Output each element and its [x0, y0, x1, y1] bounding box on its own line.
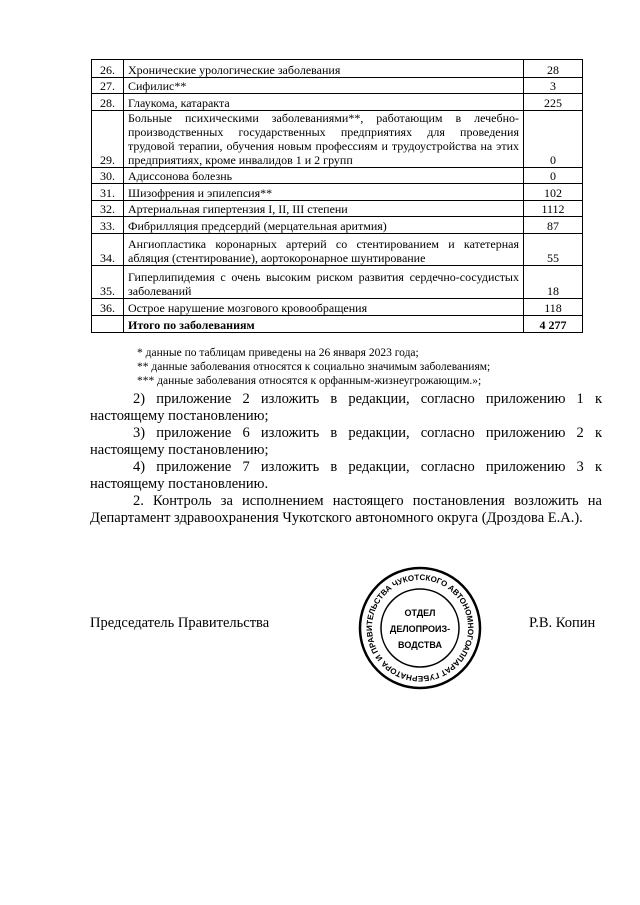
row-number: 34.: [92, 234, 124, 266]
disease-name: Гиперлипидемия с очень высоким риском развития сердечно-сосудистых заболеваний: [124, 266, 524, 299]
footnote-1: * данные по таблицам приведены на 26 января 2023 года;: [137, 347, 419, 359]
footnote-3: *** данные заболевания относятся к орфанным-жизнеугрожающим.»;: [137, 375, 482, 387]
signature-position: Председатель Правительства: [90, 615, 270, 631]
disease-name: Хронические урологические заболевания: [124, 60, 524, 78]
row-number: 29.: [92, 111, 124, 168]
row-number: 31.: [92, 184, 124, 201]
patient-count: 3: [524, 78, 583, 94]
paragraph-amend-3: 3) приложение 6 изложить в редакции, согласно приложению 2 к настоящему постановлению;: [90, 425, 602, 458]
table-row: [92, 94, 583, 111]
paragraph-amend-2: 2) приложение 2 изложить в редакции, согласно приложению 1 к настоящему постановлению;: [90, 391, 602, 424]
table-row: [92, 217, 583, 234]
patient-count: 225: [524, 94, 583, 111]
total-empty-cell: [92, 316, 124, 333]
patient-count: 102: [524, 184, 583, 201]
disease-name: Шизофрения и эпилепсия**: [124, 184, 524, 201]
stamp-line-1: ОТДЕЛ: [404, 608, 436, 618]
stamp-line-2: ДЕЛОПРОИЗ-: [389, 624, 451, 634]
table-row: [92, 168, 583, 184]
patient-count: 28: [524, 60, 583, 78]
disease-name: Больные психическими заболеваниями**, работающим в лечебно-производственных государственных предприятиях для проведения трудовой терапии, обучения новым профессиям и трудоустройства на этих предприятиях, кроме инвалидов 1 и 2 групп: [124, 111, 524, 168]
disease-name: Глаукома, катаракта: [124, 94, 524, 111]
disease-name: Адиссонова болезнь: [124, 168, 524, 184]
diseases-table: [91, 59, 583, 333]
row-number: 32.: [92, 201, 124, 217]
table-row: [92, 234, 583, 266]
total-value: 4 277: [524, 316, 583, 333]
diseases-table-body: [92, 60, 583, 333]
disease-name: Ангиопластика коронарных артерий со стентированием и катетерная абляция (стентирование), аортокоронарное шунтирование: [124, 234, 524, 266]
patient-count: 18: [524, 266, 583, 299]
patient-count: 0: [524, 111, 583, 168]
disease-name: Острое нарушение мозгового кровообращения: [124, 299, 524, 316]
paragraph-amend-4: 4) приложение 7 изложить в редакции, согласно приложению 3 к настоящему постановлению.: [90, 459, 602, 492]
total-row: [92, 316, 583, 333]
row-number: 33.: [92, 217, 124, 234]
patient-count: 118: [524, 299, 583, 316]
row-number: 28.: [92, 94, 124, 111]
stamp-line-3: ВОДСТВА: [398, 640, 442, 650]
row-number: 35.: [92, 266, 124, 299]
table-row: [92, 111, 583, 168]
table-row: [92, 184, 583, 201]
table-row: [92, 60, 583, 78]
disease-name: Артериальная гипертензия I, II, III степени: [124, 201, 524, 217]
row-number: 30.: [92, 168, 124, 184]
stamp-ring-text: АППАРАТ ГУБЕРНАТОРА И ПРАВИТЕЛЬСТВА ЧУКОТСКОГО АВТОНОМНОГО: [364, 572, 476, 684]
paragraph-control: 2. Контроль за исполнением настоящего постановления возложить на Департамент здравоохранения Чукотского автономного округа (Дроздова Е.А.).: [90, 493, 602, 526]
disease-name: Сифилис**: [124, 78, 524, 94]
patient-count: 0: [524, 168, 583, 184]
total-label: Итого по заболеваниям: [124, 316, 524, 333]
patient-count: 55: [524, 234, 583, 266]
table-row: [92, 201, 583, 217]
footnote-2: ** данные заболевания относятся к социально значимым заболеваниям;: [137, 361, 491, 373]
patient-count: 1112: [524, 201, 583, 217]
row-number: 36.: [92, 299, 124, 316]
row-number: 26.: [92, 60, 124, 78]
table-row: [92, 266, 583, 299]
row-number: 27.: [92, 78, 124, 94]
disease-name: Фибрилляция предсердий (мерцательная аритмия): [124, 217, 524, 234]
patient-count: 87: [524, 217, 583, 234]
office-stamp: [358, 566, 482, 690]
table-row: [92, 299, 583, 316]
signature-name: Р.В. Копин: [529, 615, 596, 631]
table-row: [92, 78, 583, 94]
